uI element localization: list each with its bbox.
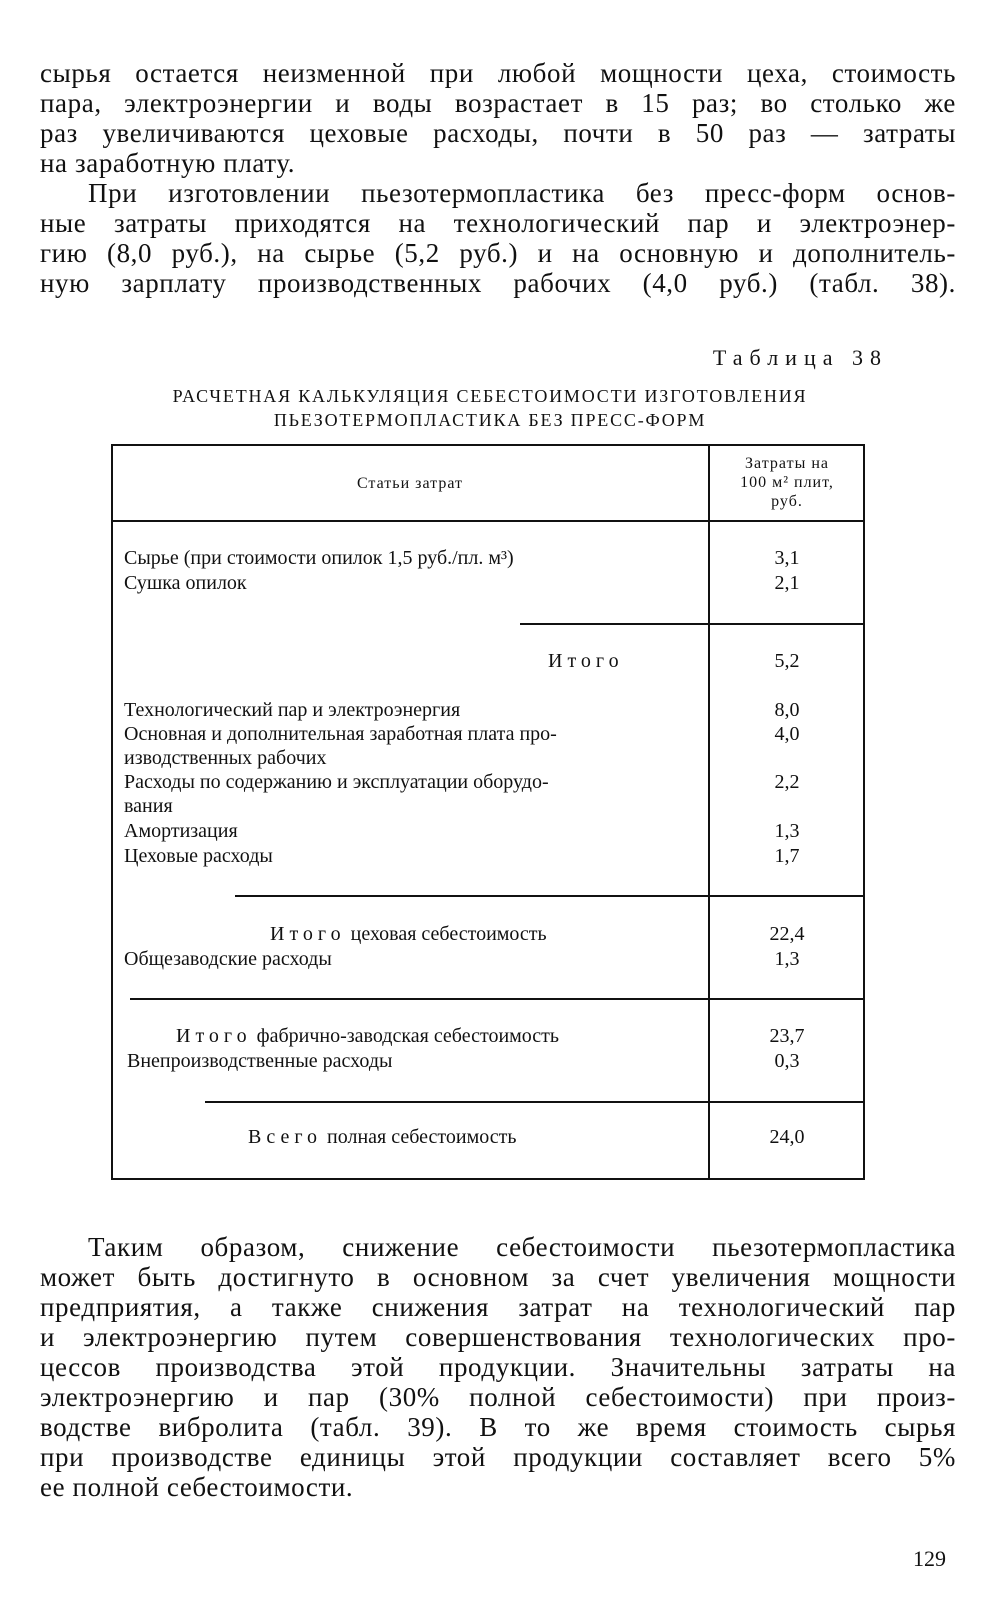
table-row-value: 2,2 [774,771,800,793]
table-row-value: 1,3 [774,820,800,842]
paragraph-line: цессов производства этой продукции. Значительны затраты на [40,1352,956,1382]
table-header-cost-items: Статьи затрат [356,475,464,492]
subtotal-rule [130,998,865,1000]
paragraph-line: Таким образом, снижение себестоимости пьезотермопластика [88,1232,956,1262]
paragraph-2 [40,178,956,298]
total-value: 24,0 [769,1126,805,1148]
paragraph-line: предприятия, а также снижения затрат на технологический пар [40,1292,956,1322]
total-label [248,1125,516,1150]
table-header-rule [111,520,865,522]
subtotal-label: Итого [548,650,624,672]
table-row-label: Общезаводские расходы [124,948,332,970]
paragraph-1 [40,58,956,178]
subtotal-label [176,1024,559,1049]
table-number: Таблица 38 [712,345,888,370]
paragraph-line: на заработную плату. [40,148,296,178]
table-row-value: 4,0 [774,723,800,745]
table-title-line: РАСЧЕТНАЯ КАЛЬКУЛЯЦИЯ СЕБЕСТОИМОСТИ ИЗГОТОВЛЕНИЯ [172,386,808,406]
table-row-value: 0,3 [774,1050,800,1072]
table-row-value: 1,3 [774,948,800,970]
subtotal-label-spaced: Итого [270,923,346,945]
table-row-label: Амортизация [124,820,238,842]
table-header-costs [710,454,864,511]
paragraph-line: ее полной себестоимости. [40,1472,354,1502]
total-label-rest: полная себестоимость [327,1126,517,1148]
subtotal-label-rest: фабрично-заводская себестоимость [256,1025,560,1047]
subtotal-value: 22,4 [769,923,805,945]
table-row-label: Сырье (при стоимости опилок 1,5 руб./пл. м³) [124,547,514,569]
table-row-value: 2,1 [774,572,800,594]
total-label-spaced: Всего [248,1126,323,1148]
table-row-label: Сушка опилок [124,572,247,594]
subtotal-label-spaced: Итого [176,1025,252,1047]
header-line: 100 м² плит, [740,474,834,491]
subtotal-rule [205,1101,865,1103]
paragraph-line: ные затраты приходятся на технологический пар и электроэнер- [40,208,956,238]
header-line: Затраты на [745,455,829,472]
paragraph-line: водстве вибролита (табл. 39). В то же время стоимость сырья [40,1412,956,1442]
paragraph-line: сырья остается неизменной при любой мощности цеха, стоимость [40,58,956,88]
paragraph-line: может быть достигнуто в основном за счет увеличения мощности [40,1262,956,1292]
paragraph-line: раз увеличиваются цеховые расходы, почти в 50 раз — затраты [40,118,956,148]
paragraph-line: электроэнергию и пар (30% полной себестоимости) при произ- [40,1382,956,1412]
subtotal-rule [235,895,865,897]
paragraph-line: При изготовлении пьезотермопластика без пресс-форм основ- [88,178,956,208]
table-row-label: изводственных рабочих [124,747,327,769]
paragraph-line: и электроэнергию путем совершенствования технологических про- [40,1322,956,1352]
table-row-value: 3,1 [774,547,800,569]
subtotal-label [270,922,547,947]
subtotal-rule [520,623,710,625]
table-row-label: Внепроизводственные расходы [127,1050,393,1072]
page-number: 129 [913,1546,946,1571]
header-line: руб. [771,493,803,510]
table-title [100,384,880,432]
table-row-label: вания [124,795,173,817]
table-row-label: Технологический пар и электроэнергия [124,699,461,721]
subtotal-label-rest: цеховая себестоимость [350,923,547,945]
table-row-label: Основная и дополнительная заработная плата про- [124,723,557,745]
paragraph-line: пара, электроэнергии и воды возрастает в 15 раз; во столько же [40,88,956,118]
paragraph-line: ную зарплату производственных рабочих (4,0 руб.) (табл. 38). [40,268,956,298]
table-row-value: 8,0 [774,699,800,721]
table-title-line: ПЬЕЗОТЕРМОПЛАСТИКА БЕЗ ПРЕСС-ФОРМ [273,410,707,430]
paragraph-line: гию (8,0 руб.), на сырье (5,2 руб.) и на основную и дополнитель- [40,238,956,268]
subtotal-value: 23,7 [769,1025,805,1047]
paragraph-3 [40,1232,956,1502]
paragraph-line: при производстве единицы этой продукции составляет всего 5% [40,1442,956,1472]
table-row-label: Цеховые расходы [124,845,273,867]
table-row-value: 1,7 [774,845,800,867]
subtotal-value: 5,2 [774,650,800,672]
subtotal-rule [710,623,865,625]
table-row-label: Расходы по содержанию и эксплуатации оборудо- [124,771,549,793]
